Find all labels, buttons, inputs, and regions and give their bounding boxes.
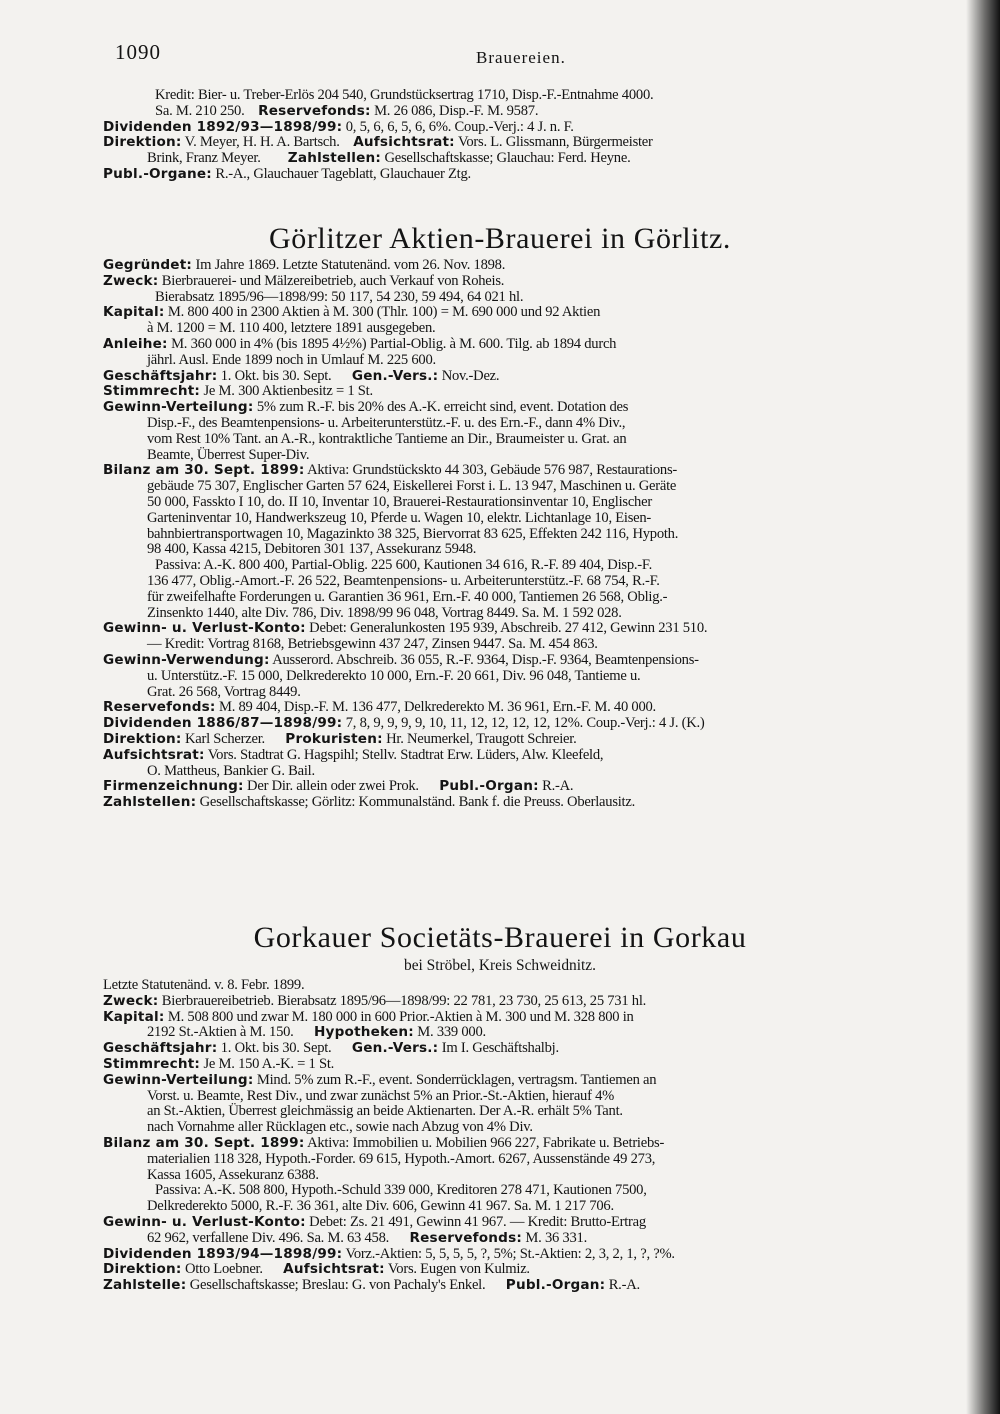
- entry-text: M. 508 800 und zwar M. 180 000 in 600 Prior.-Aktien à M. 300 und M. 328 800 in: [167, 1008, 634, 1025]
- entry-keyword: Dividenden 1893/94—1898/99:: [103, 1245, 343, 1262]
- entry-text: Kassa 1605, Assekuranz 6388.: [147, 1166, 319, 1183]
- entry-text: Gesellschaftskasse; Görlitz: Kommunalständ. Bank f. die Preuss. Oberlausitz.: [199, 794, 635, 811]
- entry-keyword: Zweck:: [103, 992, 159, 1009]
- entry-keyword: Publ.-Organ:: [439, 778, 539, 795]
- text-line: [103, 495, 923, 511]
- text-line: [103, 479, 923, 495]
- text-line: [103, 1010, 923, 1026]
- text-line: [103, 337, 923, 353]
- text-line: [103, 606, 923, 622]
- text-line: Kredit: Bier- u. Treber-Erlös 204 540, Grundstücksertrag 1710, Disp.-F.-Entnahme 4000.: [155, 87, 654, 103]
- page-number: 1090: [115, 40, 161, 64]
- text-line: [103, 669, 923, 685]
- entry-keyword: Zahlstelle:: [103, 1277, 187, 1294]
- entry-text: 1. Okt. bis 30. Sept.: [220, 1040, 332, 1057]
- entry-keyword: Gewinn- u. Verlust-Konto:: [103, 620, 306, 637]
- entry-keyword: Stimmrecht:: [103, 1055, 201, 1072]
- entry-keyword: Geschäftsjahr:: [103, 367, 218, 384]
- entry-keyword: Reservefonds:: [103, 699, 216, 716]
- entry-keyword: Gegründet:: [103, 257, 193, 273]
- text-line: [103, 1262, 923, 1278]
- text-line: [103, 353, 923, 369]
- text-line: [103, 274, 923, 290]
- text-line: [103, 795, 923, 811]
- text-line: [103, 1278, 923, 1294]
- entry-text: M. 360 000 in 4% (bis 1895 4½%) Partial-Oblig. à M. 600. Tilg. ab 1894 durch: [171, 335, 617, 352]
- entry-text: Vorst. u. Beamte, Rest Div., und zwar zunächst 5% an Prior.-St.-Aktien, hierauf 4%: [147, 1087, 615, 1104]
- entry-keyword: Anleihe:: [103, 335, 168, 352]
- entry-text: Passiva: A.-K. 800 400, Partial-Oblig. 225 600, Kautionen 34 616, R.-F. 89 404, Disp.-F.: [155, 557, 652, 574]
- entry-keyword: Dividenden 1886/87—1898/99:: [103, 715, 343, 732]
- text-line: [103, 511, 923, 527]
- entry-text: M. 89 404, Disp.-F. M. 136 477, Delkrederekto M. 36 961, Ern.-F. M. 40 000.: [218, 699, 656, 716]
- entry-keyword: Reservefonds:: [409, 1229, 523, 1246]
- entry-keyword: Gen.-Vers.:: [351, 367, 439, 384]
- text-line: Direktion: V. Meyer, H. H. A. Bartsch. Aufsichtsrat: Vors. L. Glissmann, Bürgermeister: [103, 134, 653, 151]
- entry-text: Beamte, Überrest Super-Div.: [147, 446, 310, 463]
- text-line: Publ.-Organe: R.-A., Glauchauer Tageblatt, Glauchauer Ztg.: [103, 165, 471, 182]
- entry-text: à M. 1200 = M. 110 400, letztere 1891 ausgegeben.: [147, 320, 436, 337]
- entry-text: M. 339 000.: [417, 1024, 486, 1041]
- goerlitz-entry: [103, 258, 923, 811]
- entry-keyword: Gewinn-Verteilung:: [103, 399, 254, 416]
- entry-text: vom Rest 10% Tant. an A.-R., kontraktliche Tantieme an Dir., Braumeister u. Grat. an: [147, 430, 627, 447]
- text-line: [103, 542, 923, 558]
- entry-text: Vors. Stadtrat G. Hagspihl; Stellv. Stadtrat Erw. Lüders, Alw. Kleefeld,: [207, 746, 604, 763]
- section-title-goerlitz: Görlitzer Aktien-Brauerei in Görlitz.: [268, 222, 732, 255]
- entry-text: R.-A.: [608, 1277, 640, 1294]
- page-edge-shadow: [966, 0, 1000, 1414]
- entry-text: Debet: Zs. 21 491, Gewinn 41 967. — Kredit: Brutto-Ertrag: [309, 1213, 646, 1230]
- entry-text: Passiva: A.-K. 508 800, Hypoth.-Schuld 339 000, Kreditoren 278 471, Kautionen 7500,: [155, 1182, 647, 1199]
- entry-keyword: Stimmrecht:: [103, 383, 201, 400]
- gorkau-entry: [103, 978, 923, 1294]
- entry-text: bahnbiertransportwagen 10, Magazinkto 38 325, Biervorrat 83 625, Effekten 242 116, Hypoth.: [147, 525, 679, 542]
- text-line: [103, 432, 923, 448]
- entry-text: M. 800 400 in 2300 Aktien à M. 300 (Thlr. 100) = M. 690 000 und 92 Aktien: [167, 304, 601, 321]
- section-subtitle-gorkau: bei Ströbel, Kreis Schweidnitz.: [404, 957, 596, 974]
- entry-text: R.-A.: [542, 778, 574, 795]
- entry-keyword: Hypotheken:: [313, 1024, 414, 1041]
- entry-text: Bierbrauereibetrieb. Bierabsatz 1895/96—1898/99: 22 781, 23 730, 25 613, 25 731 hl.: [161, 992, 647, 1009]
- text-line: [103, 653, 923, 669]
- text-line: [103, 994, 923, 1010]
- entry-keyword: Firmenzeichnung:: [103, 778, 244, 795]
- entry-text: Je M. 300 Aktienbesitz = 1 St.: [203, 383, 373, 400]
- entry-keyword: Zweck:: [103, 272, 159, 289]
- entry-keyword: Geschäftsjahr:: [103, 1040, 218, 1057]
- entry-text: Aktiva: Grundstückskto 44 303, Gebäude 576 987, Restaurations-: [307, 462, 678, 479]
- entry-text: 2192 St.-Aktien à M. 150.: [147, 1024, 294, 1041]
- text-line: [103, 1104, 923, 1120]
- entry-text: Im Jahre 1869. Letzte Statutenänd. vom 26. Nov. 1898.: [195, 257, 506, 273]
- entry-text: Aktiva: Immobilien u. Mobilien 966 227, Fabrikate u. Betriebs-: [307, 1134, 665, 1151]
- text-line: [103, 527, 923, 543]
- text-line: [103, 321, 923, 337]
- entry-text: Delkrederekto 5000, R.-F. 36 361, alte Div. 606, Gewinn 41 967. Sa. M. 1 217 706.: [147, 1198, 614, 1215]
- text-line: [103, 732, 923, 748]
- entry-text: Otto Loebner.: [184, 1261, 263, 1278]
- entry-text: Bierabsatz 1895/96—1898/99: 50 117, 54 230, 59 494, 64 021 hl.: [155, 288, 524, 305]
- text-line: [103, 1057, 923, 1073]
- text-line: [103, 1073, 923, 1089]
- entry-keyword: Kapital:: [103, 1008, 165, 1025]
- entry-text: jährl. Ausl. Ende 1899 noch in Umlauf M. 225 600.: [147, 351, 436, 368]
- text-line: [103, 748, 923, 764]
- text-line: [103, 637, 923, 653]
- entry-text: Zinsenkto 1440, alte Div. 786, Div. 1898/99 96 048, Vortrag 8449. Sa. M. 1 592 028.: [147, 604, 622, 621]
- entry-keyword: Gewinn- u. Verlust-Konto:: [103, 1213, 306, 1230]
- text-line: [103, 1199, 923, 1215]
- entry-keyword: Bilanz am 30. Sept. 1899:: [103, 1134, 305, 1151]
- entry-keyword: Zahlstellen:: [103, 794, 197, 811]
- text-line: [103, 416, 923, 432]
- entry-text: Garteninventar 10, Handwerkszeug 10, Pferde u. Wagen 10, elektr. Lichtanlage 10, Eisen-: [147, 509, 652, 526]
- entry-text: 7, 8, 9, 9, 9, 9, 10, 11, 12, 12, 12, 12, 12%. Coup.-Verj.: 4 J. (K.): [345, 715, 705, 732]
- text-line: [103, 1025, 923, 1041]
- entry-keyword: Direktion:: [103, 730, 182, 747]
- entry-keyword: Bilanz am 30. Sept. 1899:: [103, 462, 305, 479]
- entry-text: 1. Okt. bis 30. Sept.: [220, 367, 332, 384]
- entry-text: Hr. Neumerkel, Traugott Schreier.: [386, 730, 577, 747]
- entry-text: 50 000, Fasskto I 10, do. II 10, Inventar 10, Brauerei-Restaurationsinventar 10, Englischer: [147, 493, 652, 510]
- entry-text: Vors. Eugen von Kulmiz.: [387, 1261, 530, 1278]
- entry-text: Ausserord. Abschreib. 36 055, R.-F. 9364, Disp.-F. 9364, Beamtenpensions-: [272, 651, 699, 668]
- entry-text: Je M. 150 A.-K. = 1 St.: [203, 1055, 335, 1072]
- entry-text: 136 477, Oblig.-Amort.-F. 26 522, Beamtenpensions- u. Arbeiterunterstütz.-F. 68 754, R.-F.: [147, 572, 660, 589]
- text-line: [103, 700, 923, 716]
- entry-text: 98 400, Kassa 4215, Debitoren 301 137, Assekuranz 5948.: [147, 541, 477, 558]
- text-line: [103, 590, 923, 606]
- text-line: [103, 764, 923, 780]
- entry-keyword: Publ.-Organ:: [505, 1277, 606, 1294]
- entry-text: Bierbrauerei- und Mälzereibetrieb, auch Verkauf von Roheis.: [161, 272, 505, 289]
- entry-text: u. Unterstütz.-F. 15 000, Delkrederekto 10 000, Ern.-F. 20 661, Div. 96 048, Tantieme u.: [147, 667, 641, 684]
- previous-entry-tail: [103, 88, 923, 183]
- text-line: [103, 685, 923, 701]
- text-line: [103, 463, 923, 479]
- text-line: [103, 384, 923, 400]
- text-line: [103, 1041, 923, 1057]
- entry-text: materialien 118 328, Hypoth.-Forder. 69 615, Hypoth.-Amort. 6267, Aussenstände 49 273,: [147, 1150, 656, 1167]
- entry-text: Nov.-Dez.: [441, 367, 500, 384]
- text-line: [103, 1183, 923, 1199]
- entry-text: — Kredit: Vortrag 8168, Betriebsgewinn 437 247, Zinsen 9447. Sa. M. 454 863.: [147, 636, 598, 653]
- text-line: [103, 716, 923, 732]
- entry-text: Gesellschaftskasse; Breslau: G. von Pachaly's Enkel.: [189, 1277, 486, 1294]
- text-line: [103, 1120, 923, 1136]
- entry-text: O. Mattheus, Bankier G. Bail.: [147, 762, 315, 779]
- entry-text: Debet: Generalunkosten 195 939, Abschreib. 27 412, Gewinn 231 510.: [309, 620, 708, 637]
- entry-keyword: Aufsichtsrat:: [283, 1261, 385, 1278]
- entry-text: Vorz.-Aktien: 5, 5, 5, 5, ?, 5%; St.-Aktien: 2, 3, 2, 1, ?, ?%.: [345, 1245, 675, 1262]
- entry-text: 62 962, verfallene Div. 496. Sa. M. 63 458.: [147, 1229, 390, 1246]
- entry-text: Mind. 5% zum R.-F., event. Sonderrücklagen, vertragsm. Tantiemen an: [256, 1071, 657, 1088]
- text-line: [103, 305, 923, 321]
- entry-text: M. 36 331.: [525, 1229, 587, 1246]
- entry-text: Im I. Geschäftshalbj.: [441, 1040, 559, 1057]
- entry-keyword: Kapital:: [103, 304, 165, 321]
- text-line: [103, 558, 923, 574]
- text-line: [103, 574, 923, 590]
- entry-text: Der Dir. allein oder zwei Prok.: [247, 778, 419, 795]
- text-line: [103, 1168, 923, 1184]
- section-title-gorkau: Gorkauer Societäts-Brauerei in Gorkau: [253, 921, 747, 954]
- text-line: [103, 1231, 923, 1247]
- entry-text: an St.-Aktien, Überrest gleichmässig an beide Aktienarten. Der A.-R. erhält 5% Tant.: [147, 1103, 623, 1120]
- entry-text: Letzte Statutenänd. v. 8. Febr. 1899.: [103, 977, 305, 993]
- text-line: [103, 290, 923, 306]
- entry-keyword: Direktion:: [103, 1261, 182, 1278]
- text-line: Brink, Franz Meyer. Zahlstellen: Gesellschaftskasse; Glauchau: Ferd. Heyne.: [147, 150, 631, 167]
- text-line: Dividenden 1892/93—1898/99: 0, 5, 6, 6, 5, 6, 6%. Coup.-Verj.: 4 J. n. F.: [103, 118, 574, 135]
- text-line: [103, 978, 923, 994]
- entry-text: Disp.-F., des Beamtenpensions- u. Arbeiterunterstütz.-F. u. des Ern.-F., dann 4% Div.,: [147, 414, 626, 431]
- text-line: Sa. M. 210 250. Reservefonds: M. 26 086, Disp.-F. M. 9587.: [155, 102, 539, 119]
- entry-keyword: Gewinn-Verteilung:: [103, 1071, 254, 1088]
- text-line: [103, 400, 923, 416]
- entry-keyword: Aufsichtsrat:: [103, 746, 205, 763]
- text-line: [103, 1247, 923, 1263]
- entry-text: 5% zum R.-F. bis 20% des A.-K. erreicht sind, event. Dotation des: [256, 399, 629, 416]
- entry-text: Karl Scherzer.: [184, 730, 265, 747]
- text-line: [103, 621, 923, 637]
- text-line: [103, 369, 923, 385]
- text-line: [103, 779, 923, 795]
- text-line: [103, 258, 923, 274]
- text-line: [103, 1136, 923, 1152]
- text-line: [103, 1089, 923, 1105]
- running-header: Brauereien.: [476, 48, 566, 67]
- text-line: [103, 448, 923, 464]
- entry-text: gebäude 75 307, Englischer Garten 57 624, Eiskellerei Forst i. L. 13 947, Maschinen u. Geräte: [147, 478, 677, 495]
- entry-keyword: Prokuristen:: [285, 730, 383, 747]
- entry-text: Grat. 26 568, Vortrag 8449.: [147, 683, 301, 700]
- entry-text: für zweifelhafte Forderungen u. Garantien 36 961, Ern.-F. 40 000, Tantiemen 26 568, Oblig.-: [147, 588, 668, 605]
- text-line: [103, 1215, 923, 1231]
- entry-text: nach Vornahme aller Rücklagen etc., sowie nach Abzug von 4% Div.: [147, 1119, 533, 1136]
- entry-keyword: Gen.-Vers.:: [351, 1040, 439, 1057]
- text-line: [103, 1152, 923, 1168]
- entry-keyword: Gewinn-Verwendung:: [103, 651, 270, 668]
